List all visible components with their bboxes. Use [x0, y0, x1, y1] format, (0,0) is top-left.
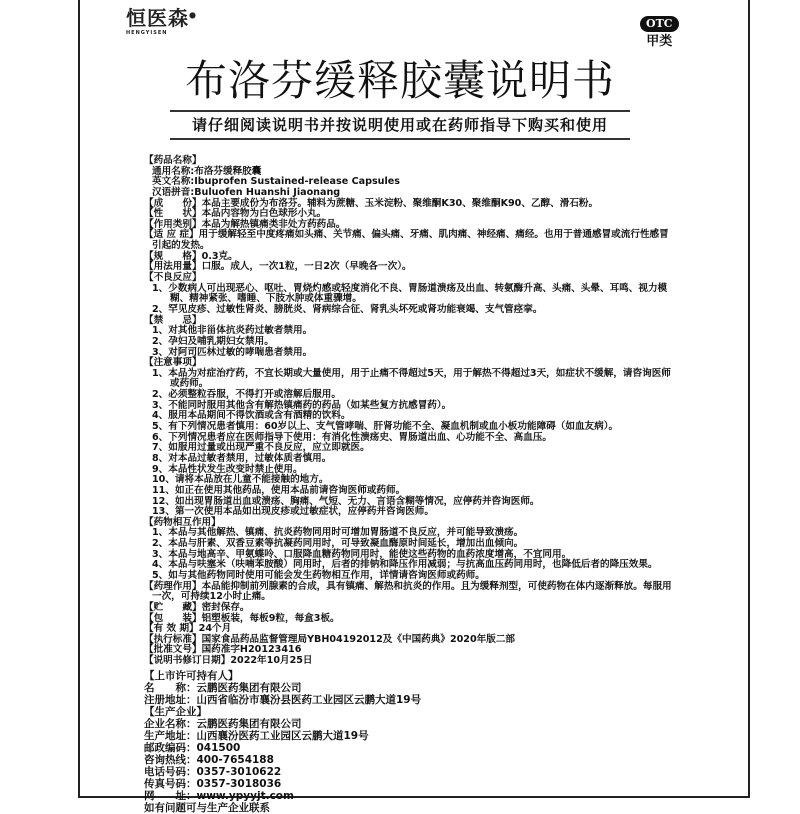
line-text: 1、对其他非甾体抗炎药过敏者禁用。	[152, 325, 313, 337]
section-label: 【说明书修订日期】	[144, 655, 231, 667]
line-text: 24个月	[198, 623, 232, 635]
line-text: 注册地址：山西省临汾市襄汾县医药工业园区云鹏大道19号	[144, 694, 422, 706]
text-line	[144, 802, 421, 814]
brand-logo	[126, 6, 197, 37]
line-text: 1、本品与其他解热、镇痛、抗炎药物同用时可增加胃肠道不良反应，并可能导致溃疡。	[152, 527, 524, 539]
line-text: 3、不能同时服用其他含有解热镇痛药的药品（如某些复方抗感冒药）。	[152, 399, 452, 411]
line-text: 1、少数病人可出现恶心、呕吐、胃烧灼感或轻度消化不良、胃肠道溃疡及出血、转氨酶升高、头痛、头晕、耳鸣、视力模	[152, 282, 668, 294]
line-text: 11、如正在使用其他药品，使用本品前请咨询医师或药师。	[152, 484, 406, 496]
line-text: 3、本品与地高辛、甲氨蝶呤、口服降血糖药物同用时，能使这些药物的血药浓度增高，不宜同用。	[152, 548, 572, 560]
text-line	[144, 766, 421, 778]
line-text: 国家食品药品监督管理局YBH04192012及《中国药典》2020年版二部	[201, 633, 516, 645]
section-line	[144, 262, 704, 273]
line-text: 如有问题可与生产企业联系	[144, 802, 270, 814]
line-text: 引起的发热。	[152, 240, 210, 252]
text-line	[144, 369, 704, 380]
line-text: 本品能抑制前列腺素的合成，具有镇痛、解热和抗炎的作用。且为缓释剂型，可使药物在体内逐渐释放。每服用	[201, 580, 672, 592]
section-line	[144, 656, 704, 667]
line-text: 4、本品与呋塞米（呋喃苯胺酸）同用时，后者的排钠和降压作用减弱；与抗高血压药同用时，也降低后者的降压效果。	[152, 559, 658, 571]
section-label: 【药物相互作用】	[144, 516, 221, 528]
line-text: 2022年10月25日	[230, 655, 313, 667]
section-label: 【适 应 症】	[144, 229, 199, 241]
line-text: 电话号码：0357-3010622	[144, 766, 282, 778]
line-text: 9、本品性状发生改变时禁止使用。	[152, 463, 303, 475]
section-label: 【贮 藏】	[144, 601, 202, 613]
line-text: 8、对本品过敏者禁用，过敏体质者慎用。	[152, 452, 332, 464]
document-title: 布洛芬缓释胶囊说明书	[184, 56, 615, 105]
divider-top	[170, 110, 630, 112]
section-line	[144, 670, 421, 682]
text-line	[144, 742, 421, 754]
line-text: 用于缓解轻至中度疼痛如头痛、关节痛、偏头痛、牙痛、肌肉痛、神经痛、痛经。也用于普通感冒或流行性感冒	[198, 229, 669, 241]
line-text: 10、请将本品放在儿童不能接触的地方。	[152, 474, 329, 486]
line-text: 通用名称:布洛芬缓释胶囊	[152, 165, 262, 177]
line-text: 2、孕妇及哺乳期妇女禁用。	[152, 335, 274, 347]
line-text: 2、本品与肝素、双香豆素等抗凝药同用时，可导致凝血酶原时间延长，增加出血倾向。	[152, 538, 524, 550]
manufacturer-info	[144, 670, 421, 814]
document-subtitle: 请仔细阅读说明书并按说明使用或在药师指导下购买和使用	[191, 116, 608, 134]
line-text: 6、下列情况患者应在医师指导下使用：有消化性溃疡史、胃肠道出血、心功能不全、高血压。	[152, 431, 553, 443]
line-text: 本品为解热镇痛类非处方药药品。	[201, 218, 346, 230]
otc-badge: OTC	[640, 16, 679, 32]
line-text: 企业名称：云鹏医药集团有限公司	[144, 718, 302, 730]
leaflet-body	[144, 156, 704, 667]
registered-mark-icon: ●	[189, 10, 197, 20]
line-text: 2、必须整粒吞服，不得打开或溶解后服用。	[152, 389, 341, 401]
otc-class: 甲类	[646, 34, 673, 49]
line-text: 本品内容物为白色球形小丸。	[201, 208, 327, 220]
text-line	[144, 348, 704, 359]
line-text: 口服。成人，一次1粒，一日2次（早晚各一次）。	[201, 261, 412, 273]
section-label: 【上市许可持有人】	[144, 670, 239, 682]
line-text: 7、如服用过量或出现严重不良反应，应立即就医。	[152, 442, 370, 454]
section-label: 【不良反应】	[144, 272, 202, 284]
section-line	[144, 706, 421, 718]
section-label: 【药品名称】	[144, 155, 202, 166]
section-label: 【规 格】	[144, 250, 202, 262]
line-text: 糊、精神紧张、嗜睡、下肢水肿或体重骤增。	[170, 293, 362, 305]
line-text: 国药准字H20123416	[201, 644, 302, 656]
line-text: 咨询热线：400-7654188	[144, 754, 274, 766]
line-text: 一次，可持续12小时止痛。	[152, 591, 271, 603]
text-line	[144, 682, 421, 694]
line-text: 密封保存。	[201, 601, 250, 613]
section-label: 【批准文号】	[144, 644, 202, 656]
line-text: 13、第一次使用本品如出现皮疹或过敏症状，应停药并咨询医师。	[152, 506, 434, 518]
line-text: 传真号码：0357-3018036	[144, 778, 282, 790]
section-label: 【生产企业】	[144, 706, 207, 718]
line-text: 3、对阿司匹林过敏的哮喘患者禁用。	[152, 346, 313, 358]
section-label: 【禁 忌】	[144, 314, 202, 326]
line-text: 英文名称:Ibuprofen Sustained-release Capsules	[152, 176, 400, 188]
line-text: 5、有下列情况患者慎用：60岁以上、支气管哮喘、肝肾功能不全、凝血机制或血小板功能障碍（如血友病）。	[152, 421, 619, 433]
line-text: 汉语拼音:Buluofen Huanshi Jiaonang	[152, 186, 341, 198]
line-text: 铝塑板装，每板9粒，每盒3板。	[201, 612, 340, 624]
section-label: 【包 装】	[144, 612, 202, 624]
text-line	[144, 694, 421, 706]
section-label: 【注意事项】	[144, 357, 202, 369]
line-text: 或药师。	[170, 378, 209, 390]
text-line	[144, 790, 421, 802]
section-label: 【性 状】	[144, 208, 202, 220]
text-line	[144, 754, 421, 766]
line-text: 本品主要成份为布洛芬。辅料为蔗糖、玉米淀粉、聚维酮K30、聚维酮K90、乙醇、滑石粉。	[201, 197, 599, 209]
brand-name: 恒医森	[126, 6, 189, 30]
line-text: 名 称：云鹏医药集团有限公司	[144, 682, 302, 694]
section-label: 【药理作用】	[144, 580, 202, 592]
section-label: 【执行标准】	[144, 633, 202, 645]
line-text: 1、本品为对症治疗药，不宜长期或大量使用，用于止痛不得超过5天，用于解热不得超过3天，如症状不缓解，请咨询医师	[152, 367, 671, 379]
divider-bottom	[170, 138, 630, 140]
text-line	[144, 730, 421, 742]
section-label: 【用法用量】	[144, 261, 202, 273]
line-text: 0.3克。	[201, 250, 238, 262]
line-text: 4、服用本品期间不得饮酒或含有酒精的饮料。	[152, 410, 351, 422]
line-text: 邮政编码：041500	[144, 742, 241, 754]
line-text: 2、罕见皮疹、过敏性肾炎、膀胱炎、肾病综合征、肾乳头坏死或肾功能衰竭、支气管痉挛。	[152, 303, 543, 315]
line-text: 5、如与其他药物同时使用可能会发生药物相互作用，详情请咨询医师或药师。	[152, 569, 485, 581]
brand-subtitle: HENGYISEN	[126, 30, 168, 36]
line-text: 生产地址：山西襄汾医药工业园区云鹏大道19号	[144, 730, 369, 742]
otc-mark	[640, 12, 679, 50]
text-line	[144, 778, 421, 790]
text-line	[144, 305, 704, 316]
text-line	[144, 718, 421, 730]
line-text: 12、如出现胃肠道出血或溃疡、胸痛、气短、无力、言语含糊等情况，应停药并咨询医师。	[152, 495, 540, 507]
section-label: 【成 份】	[144, 197, 202, 209]
section-line	[144, 230, 704, 241]
section-label: 【有 效 期】	[144, 623, 199, 635]
section-label: 【作用类别】	[144, 218, 202, 230]
text-line	[144, 507, 704, 518]
line-text: 网 址：www.ypyyjt.com	[144, 790, 294, 802]
